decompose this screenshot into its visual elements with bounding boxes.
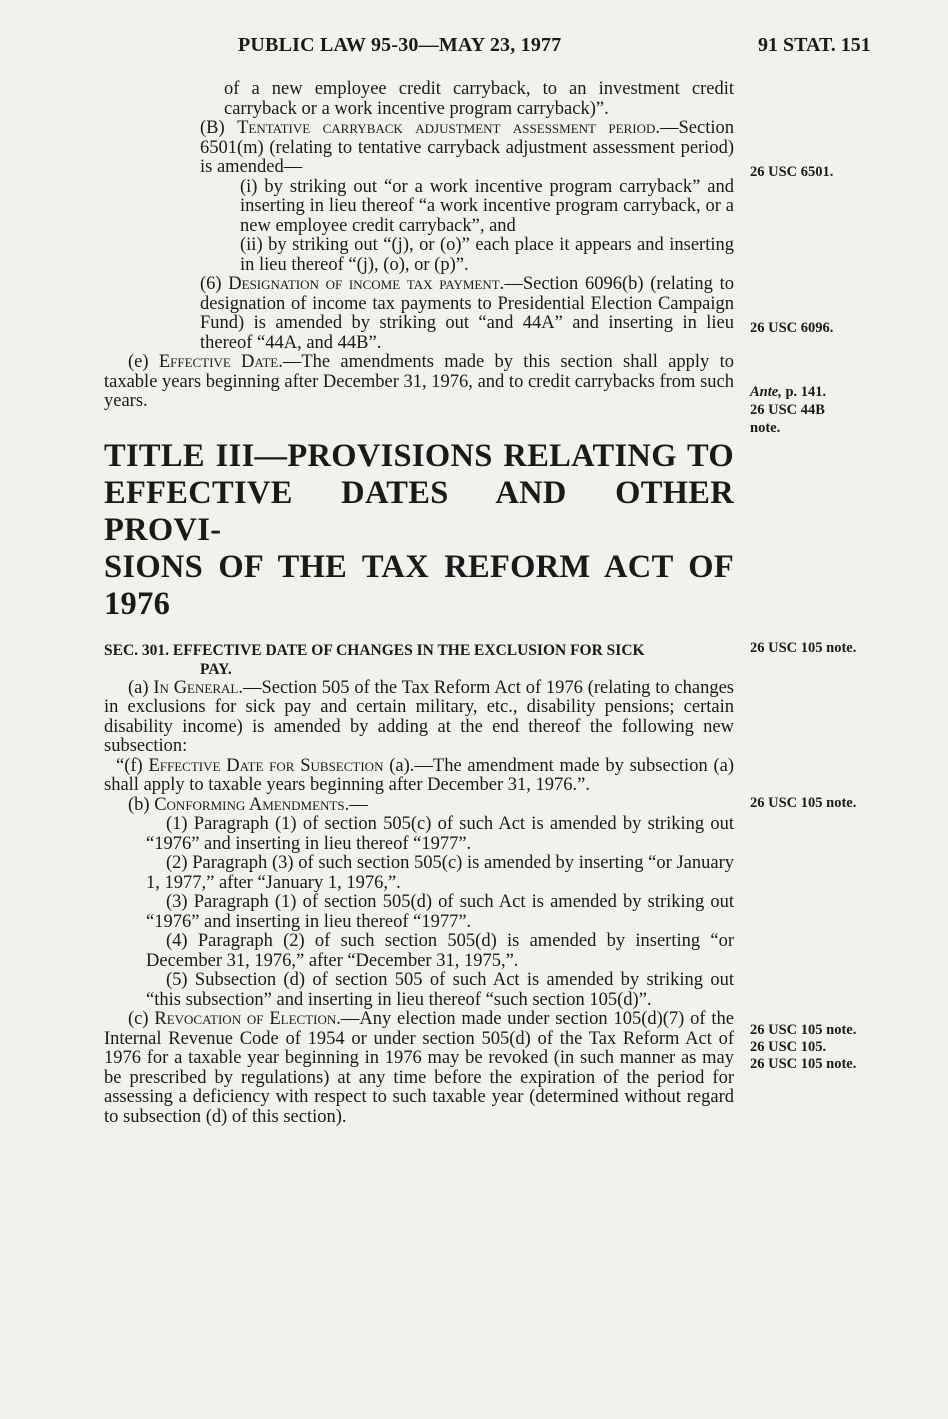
paragraph-amendment-1: (1) Paragraph (1) of section 505(c) of such Act is amended by striking out “1976” and inserting in lieu thereof “1977”. — [146, 814, 734, 854]
paragraph-in-general: (a) In General.—Section 505 of the Tax Reform Act of 1976 (relating to changes in exclusions for sick pay and certain military, etc., disability pensions; certain disability income) is amended by adding at the end thereof the following new subsection: — [104, 677, 734, 756]
running-head — [0, 34, 948, 58]
paragraph-amendment-2: (2) Paragraph (3) of such section 505(c) is amended by inserting “or January 1, 1977,” after “January 1, 1976,”. — [146, 853, 734, 893]
paragraph-clause-i: (i) by striking out “or a work incentive program carryback” and inserting in lieu thereof “a work incentive program carryback, or a new employee credit carryback”, and — [240, 176, 734, 236]
caption: Designation of income tax payment. — [228, 274, 505, 294]
title-heading — [104, 438, 734, 623]
caption: Effective Date for Subsection — [148, 755, 384, 776]
running-head-title: PUBLIC LAW 95-30—MAY 23, 1977 — [238, 34, 562, 56]
caption: In General. — [153, 677, 243, 698]
margin-note-ante: Ante, p. 141. — [750, 384, 827, 400]
paragraph-amendment-5: (5) Subsection (d) of section 505 of such Act is amended by striking out “this subsection” and inserting in lieu thereof “such section 105(d)”. — [146, 970, 734, 1010]
caption: Conforming Amendments. — [154, 794, 350, 815]
paragraph-continuation: of a new employee credit carryback, to an investment credit carryback or a work incentive program carryback)”. — [224, 79, 734, 119]
paragraph-amendment-4: (4) Paragraph (2) of such section 505(d) is amended by inserting “or December 31, 1976,” after “December 31, 1975,”. — [146, 931, 734, 971]
margin-note-105-b: 26 USC 105 note. — [750, 795, 857, 811]
paragraph-amendment-3: (3) Paragraph (1) of section 505(d) of such Act is amended by striking out “1976” and inserting in lieu thereof “1977”. — [146, 892, 734, 932]
caption: Revocation of Election. — [154, 1009, 341, 1029]
body-text — [104, 80, 734, 1127]
margin-note-105-d: 26 USC 105 note. — [750, 1056, 857, 1072]
margin-note-105: 26 USC 105. — [750, 1039, 827, 1055]
section-heading: SEC. 301. EFFECTIVE DATE OF CHANGES IN THE EXCLUSION FOR SICK PAY. — [104, 641, 645, 678]
margin-note-note: note. — [750, 420, 781, 436]
margin-note-44b: 26 USC 44B — [750, 402, 825, 418]
caption: Effective Date. — [158, 352, 283, 372]
title-line-1: TITLE III—PROVISIONS RELATING TO — [104, 437, 734, 474]
title-line-2: EFFECTIVE DATES AND OTHER PROVI- — [104, 474, 734, 548]
margin-note-105-a: 26 USC 105 note. — [750, 640, 857, 656]
paragraph-tentative-carryback: (B) Tentative carryback adjustment assessment period.—Section 6501(m) (relating to tentative carryback adjustment assessment period) is amended— — [200, 118, 734, 177]
margin-note-6501: 26 USC 6501. — [750, 164, 834, 180]
margin-note-105-c: 26 USC 105 note. — [750, 1022, 857, 1038]
caption: Tentative carryback adjustment assessment period. — [237, 118, 660, 138]
paragraph-clause-ii: (ii) by striking out “(j), or (o)” each place it appears and inserting in lieu thereof “(j), (o), or (p)”. — [240, 235, 734, 275]
paragraph-revocation: (c) Revocation of Election.—Any election made under section 105(d)(7) of the Internal Revenue Code of 1954 or under section 505(d) of the Tax Reform Act of 1976 for a taxable year beginning in 1976 may be revoked (in such manner as may be prescribed by regulations) at any time before the expiration of the period for assessing a deficiency with respect to such taxable year (determined without regard to subsection (d) of this section). — [104, 1009, 734, 1127]
paragraph-subsection-f: “(f) Effective Date for Subsection (a).—The amendment made by subsection (a) shall apply to taxable years beginning after December 31, 1976.”. — [104, 755, 734, 795]
margin-note-6096: 26 USC 6096. — [750, 320, 834, 336]
paragraph-designation: (6) Designation of income tax payment.—Section 6096(b) (relating to designation of income tax payments to Presidential Election Campaign Fund) is amended by striking out “and 44A” and inserting in lieu thereof “44A, and 44B”. — [200, 274, 734, 353]
title-line-3: SIONS OF THE TAX REFORM ACT OF 1976 — [104, 548, 734, 622]
paragraph-effective-date: (e) Effective Date.—The amendments made by this section shall apply to taxable years beginning after December 31, 1976, and to credit carrybacks from such years. — [104, 352, 734, 411]
statute-page-number: 91 STAT. 151 — [758, 34, 871, 56]
paragraph-conforming-amendments: (b) Conforming Amendments.— — [128, 794, 368, 815]
